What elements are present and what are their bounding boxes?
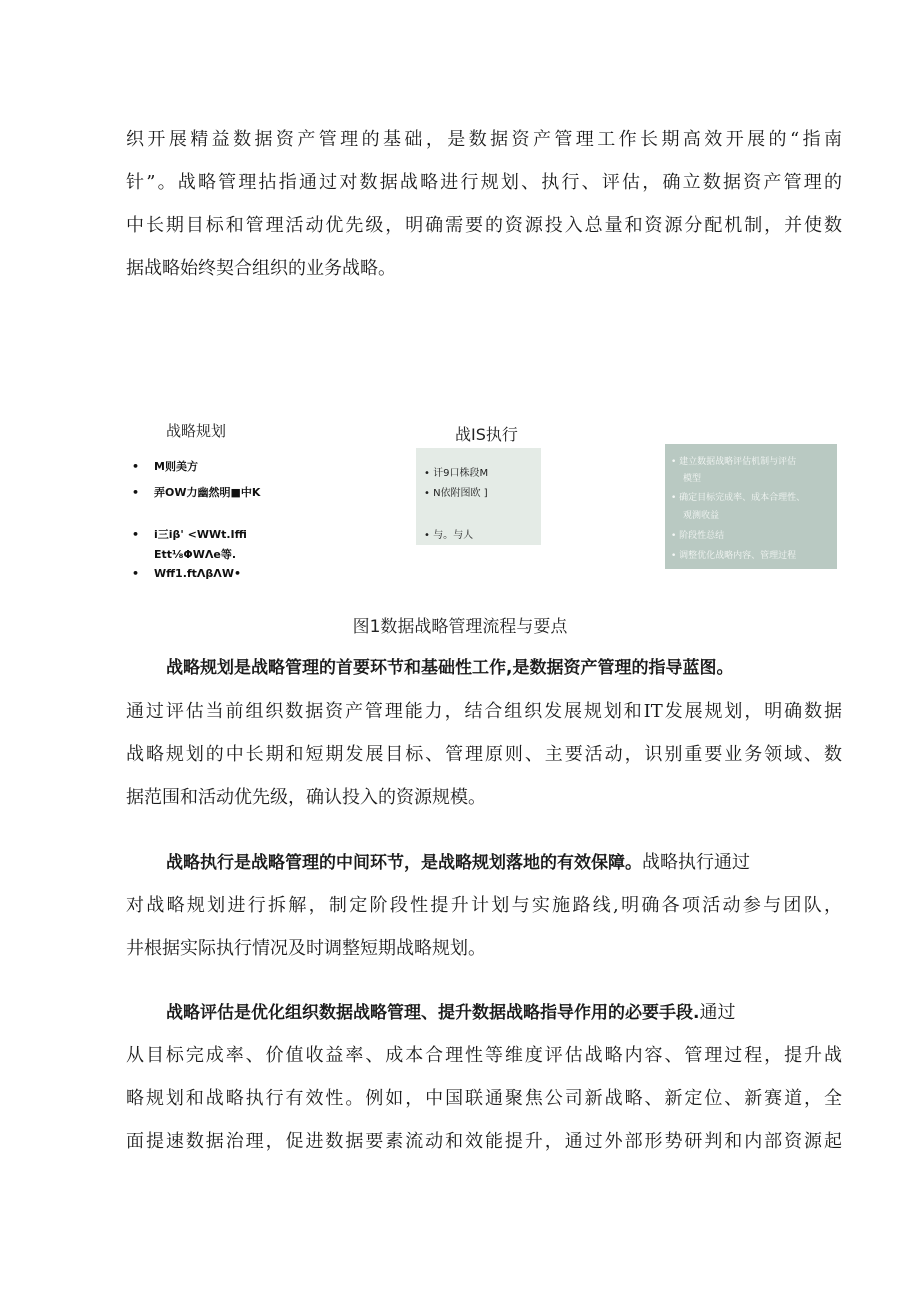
figure-col1-item: • M则美方	[132, 460, 198, 473]
text-line: 战略规划的中长期和短期发展目标、管理原则、主要活动，识别重要业务领域、数	[126, 744, 842, 765]
figure-caption: 图1数据战略管理流程与要点	[352, 617, 568, 637]
text-line	[126, 991, 842, 1034]
figure-col2-item: • 讦9口株段M	[424, 468, 489, 479]
figure-col3-item: • 阶段性总结	[671, 531, 725, 541]
text-line: 略规划和战略执行有效性。例如，中国联通聚焦公司新战略、新定位、新赛道，全	[126, 1088, 842, 1109]
text-line	[126, 841, 842, 884]
text-line: 针”。战略管理拈指通过对数据战略进行规划、执行、评估，确立数据资产管理的	[126, 172, 842, 193]
execution-paragraph	[126, 841, 842, 970]
intro-paragraph	[126, 118, 842, 290]
figure-col3-item: • 调整优化战略内容、管理过程	[671, 551, 797, 561]
figure-col2-box	[416, 448, 541, 545]
text-line: 从目标完成率、价值收益率、成本合理性等维度评估战略内容、管理过程，提升战	[126, 1045, 842, 1066]
planning-paragraph	[126, 647, 842, 819]
text-line: 中长期目标和管理活动优先级，明确需要的资源投入总量和资源分配机制，并使数	[126, 215, 842, 236]
figure-col2-item: • 与。与人	[424, 530, 474, 541]
lead-sentence: 战略执行是战略管理的中间环节，是战略规划落地的有效保障。	[166, 853, 642, 873]
evaluation-paragraph	[126, 991, 842, 1163]
lead-rest: 通过	[699, 1002, 736, 1023]
figure-col3-item: 模型	[683, 474, 702, 484]
text-line: 通过评估当前组织数据资产管理能力，结合组织发展规划和IT发展规划，明确数据	[126, 701, 842, 722]
text-line: 据范围和活动优先级，确认投入的资源规模。	[126, 787, 486, 808]
lead-sentence: 战略评估是优化组织数据战略管理、提升数据战略指导作用的必要手段.	[166, 1003, 700, 1023]
text-line: 井根据实际执行情况及时调整短期战略规划。	[126, 938, 486, 959]
figure-col1-title: 战略规划	[166, 422, 227, 440]
text-line: 据战略始终契合组织的业务战略。	[126, 258, 396, 279]
text-line: 对战略规划进行拆解，制定阶段性提升计划与实施路线,明确各项活动参与团队，	[126, 895, 842, 916]
figure-col1-item: Ett⅛ΦWΛe等.	[154, 548, 237, 561]
figure-col1-item: • Wff1.ftΛβΛW•	[132, 567, 241, 580]
figure-col3-box	[665, 444, 837, 569]
figure-col1-item: • 弄OW力幽然明■中K	[132, 486, 261, 499]
figure-col3-item: 观测收益	[683, 511, 720, 521]
figure-col2-title: 战IS执行	[455, 425, 518, 444]
figure-col3-item: • 建立数据战略评估机制与评估	[671, 457, 797, 467]
figure-col2-item: • N依附图欧 ]	[424, 488, 488, 499]
figure-col3-item: • 确定目标完成率、成本合理性、	[671, 493, 806, 503]
lead-rest: 战略执行通过	[642, 852, 750, 873]
text-line: 织开展精益数据资产管理的基础，是数据资产管理工作长期高效开展的“指南	[126, 129, 842, 150]
lead-sentence: 战略规划是战略管理的首要环节和基础性工作,是数据资产管理的指导蓝图。	[166, 658, 734, 678]
figure-col1-item: • i三iβ' <WWt.Iffi	[132, 528, 247, 541]
text-line: 面提速数据治理，促进数据要素流动和效能提升，通过外部形势研判和内部资源起	[126, 1131, 842, 1152]
